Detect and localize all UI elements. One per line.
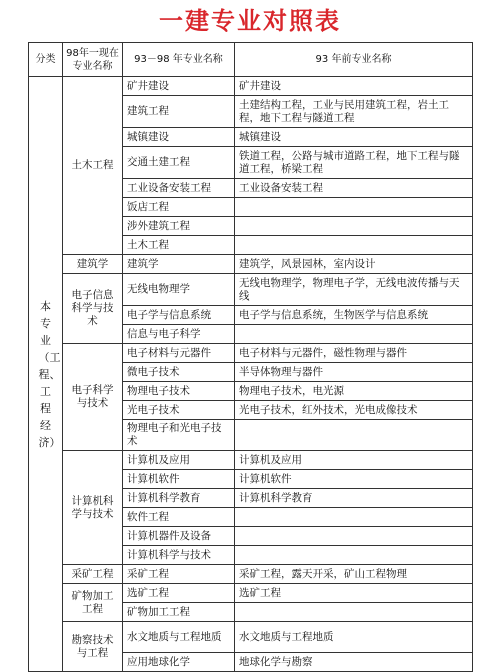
old-major-name: [235, 546, 473, 565]
table-row: [29, 622, 473, 653]
mid-major-name: 建筑学: [123, 255, 235, 274]
old-major-name: 城镇建设: [235, 128, 473, 147]
old-major-name: 矿井建设: [235, 77, 473, 96]
old-major-name: 电子材料与元器件，磁性物理与器件: [235, 344, 473, 363]
old-major-name: 水文地质与工程地质: [235, 622, 473, 653]
old-major-name: [235, 603, 473, 622]
old-major-name: [235, 198, 473, 217]
new-major-name: 采矿工程: [63, 565, 123, 584]
mid-major-name: 计算机科学与技术: [123, 546, 235, 565]
major-comparison-table: [28, 42, 473, 672]
old-major-name: 选矿工程: [235, 584, 473, 603]
old-major-name: 土建结构工程，工业与民用建筑工程，岩土工程，地下工程与隧道工程: [235, 96, 473, 128]
mid-major-name: 采矿工程: [123, 565, 235, 584]
mid-major-name: 物理电子和光电子技术: [123, 420, 235, 451]
mid-major-name: 涉外建筑工程: [123, 217, 235, 236]
mid-major-name: 电子材料与元器件: [123, 344, 235, 363]
mid-major-name: 工业设备安装工程: [123, 179, 235, 198]
mid-major-name: 无线电物理学: [123, 274, 235, 306]
new-major-name: 勘察技术与工程: [63, 622, 123, 672]
old-major-name: 物理电子技术，电光源: [235, 382, 473, 401]
new-major-name: 矿物加工工程: [63, 584, 123, 622]
mid-major-name: 微电子技术: [123, 363, 235, 382]
old-major-name: [235, 325, 473, 344]
mid-major-name: 计算机器件及设备: [123, 527, 235, 546]
mid-major-name: 城镇建设: [123, 128, 235, 147]
new-major-name: 计算机科学与技术: [63, 451, 123, 565]
mid-major-name: 物理电子技术: [123, 382, 235, 401]
table-row: [29, 451, 473, 470]
old-major-name: 电子学与信息系统，生物医学与信息系统: [235, 306, 473, 325]
mid-major-name: 计算机及应用: [123, 451, 235, 470]
category-cell: [29, 77, 63, 672]
table-row: [29, 274, 473, 306]
mid-major-name: 建筑工程: [123, 96, 235, 128]
table-row: [29, 565, 473, 584]
old-major-name: 工业设备安装工程: [235, 179, 473, 198]
table-row: [29, 584, 473, 603]
old-major-name: 光电子技术，红外技术，光电成像技术: [235, 401, 473, 420]
old-major-name: 铁道工程，公路与城市道路工程，地下工程与隧道工程，桥梁工程: [235, 147, 473, 179]
header-old-major: 93 年前专业名称: [235, 43, 473, 77]
mid-major-name: 信息与电子科学: [123, 325, 235, 344]
old-major-name: [235, 236, 473, 255]
header-mid-major: 93－98 年专业名称: [123, 43, 235, 77]
mid-major-name: 计算机科学教育: [123, 489, 235, 508]
old-major-name: 地球化学与勘察: [235, 653, 473, 672]
old-major-name: 无线电物理学，物理电子学，无线电波传播与天线: [235, 274, 473, 306]
header-category: 分类: [29, 43, 63, 77]
mid-major-name: 选矿工程: [123, 584, 235, 603]
mid-major-name: 光电子技术: [123, 401, 235, 420]
old-major-name: [235, 527, 473, 546]
new-major-name: 电子信息科学与技术: [63, 274, 123, 344]
new-major-name: 电子科学与技术: [63, 344, 123, 451]
table-row: [29, 344, 473, 363]
old-major-name: 计算机软件: [235, 470, 473, 489]
old-major-name: 计算机科学教育: [235, 489, 473, 508]
old-major-name: [235, 420, 473, 451]
table-row: [29, 255, 473, 274]
mid-major-name: 计算机软件: [123, 470, 235, 489]
category-label: 本专业（工程、工程经济）: [38, 299, 61, 449]
old-major-name: [235, 217, 473, 236]
old-major-name: [235, 508, 473, 527]
new-major-name: 建筑学: [63, 255, 123, 274]
mid-major-name: 交通土建工程: [123, 147, 235, 179]
table-row: [29, 77, 473, 96]
table-body: [29, 77, 473, 672]
mid-major-name: 土木工程: [123, 236, 235, 255]
page-title: 一建专业对照表: [159, 7, 341, 35]
mid-major-name: 饭店工程: [123, 198, 235, 217]
mid-major-name: 电子学与信息系统: [123, 306, 235, 325]
old-major-name: 半导体物理与器件: [235, 363, 473, 382]
mid-major-name: 矿井建设: [123, 77, 235, 96]
old-major-name: 建筑学，风景园林，室内设计: [235, 255, 473, 274]
new-major-name: 土木工程: [63, 77, 123, 255]
mid-major-name: 矿物加工工程: [123, 603, 235, 622]
mid-major-name: 应用地球化学: [123, 653, 235, 672]
mid-major-name: 水文地质与工程地质: [123, 622, 235, 653]
mid-major-name: 软件工程: [123, 508, 235, 527]
header-new-major: 98年一现在专业名称: [63, 43, 123, 77]
old-major-name: 采矿工程，露天开采，矿山工程物理: [235, 565, 473, 584]
old-major-name: 计算机及应用: [235, 451, 473, 470]
